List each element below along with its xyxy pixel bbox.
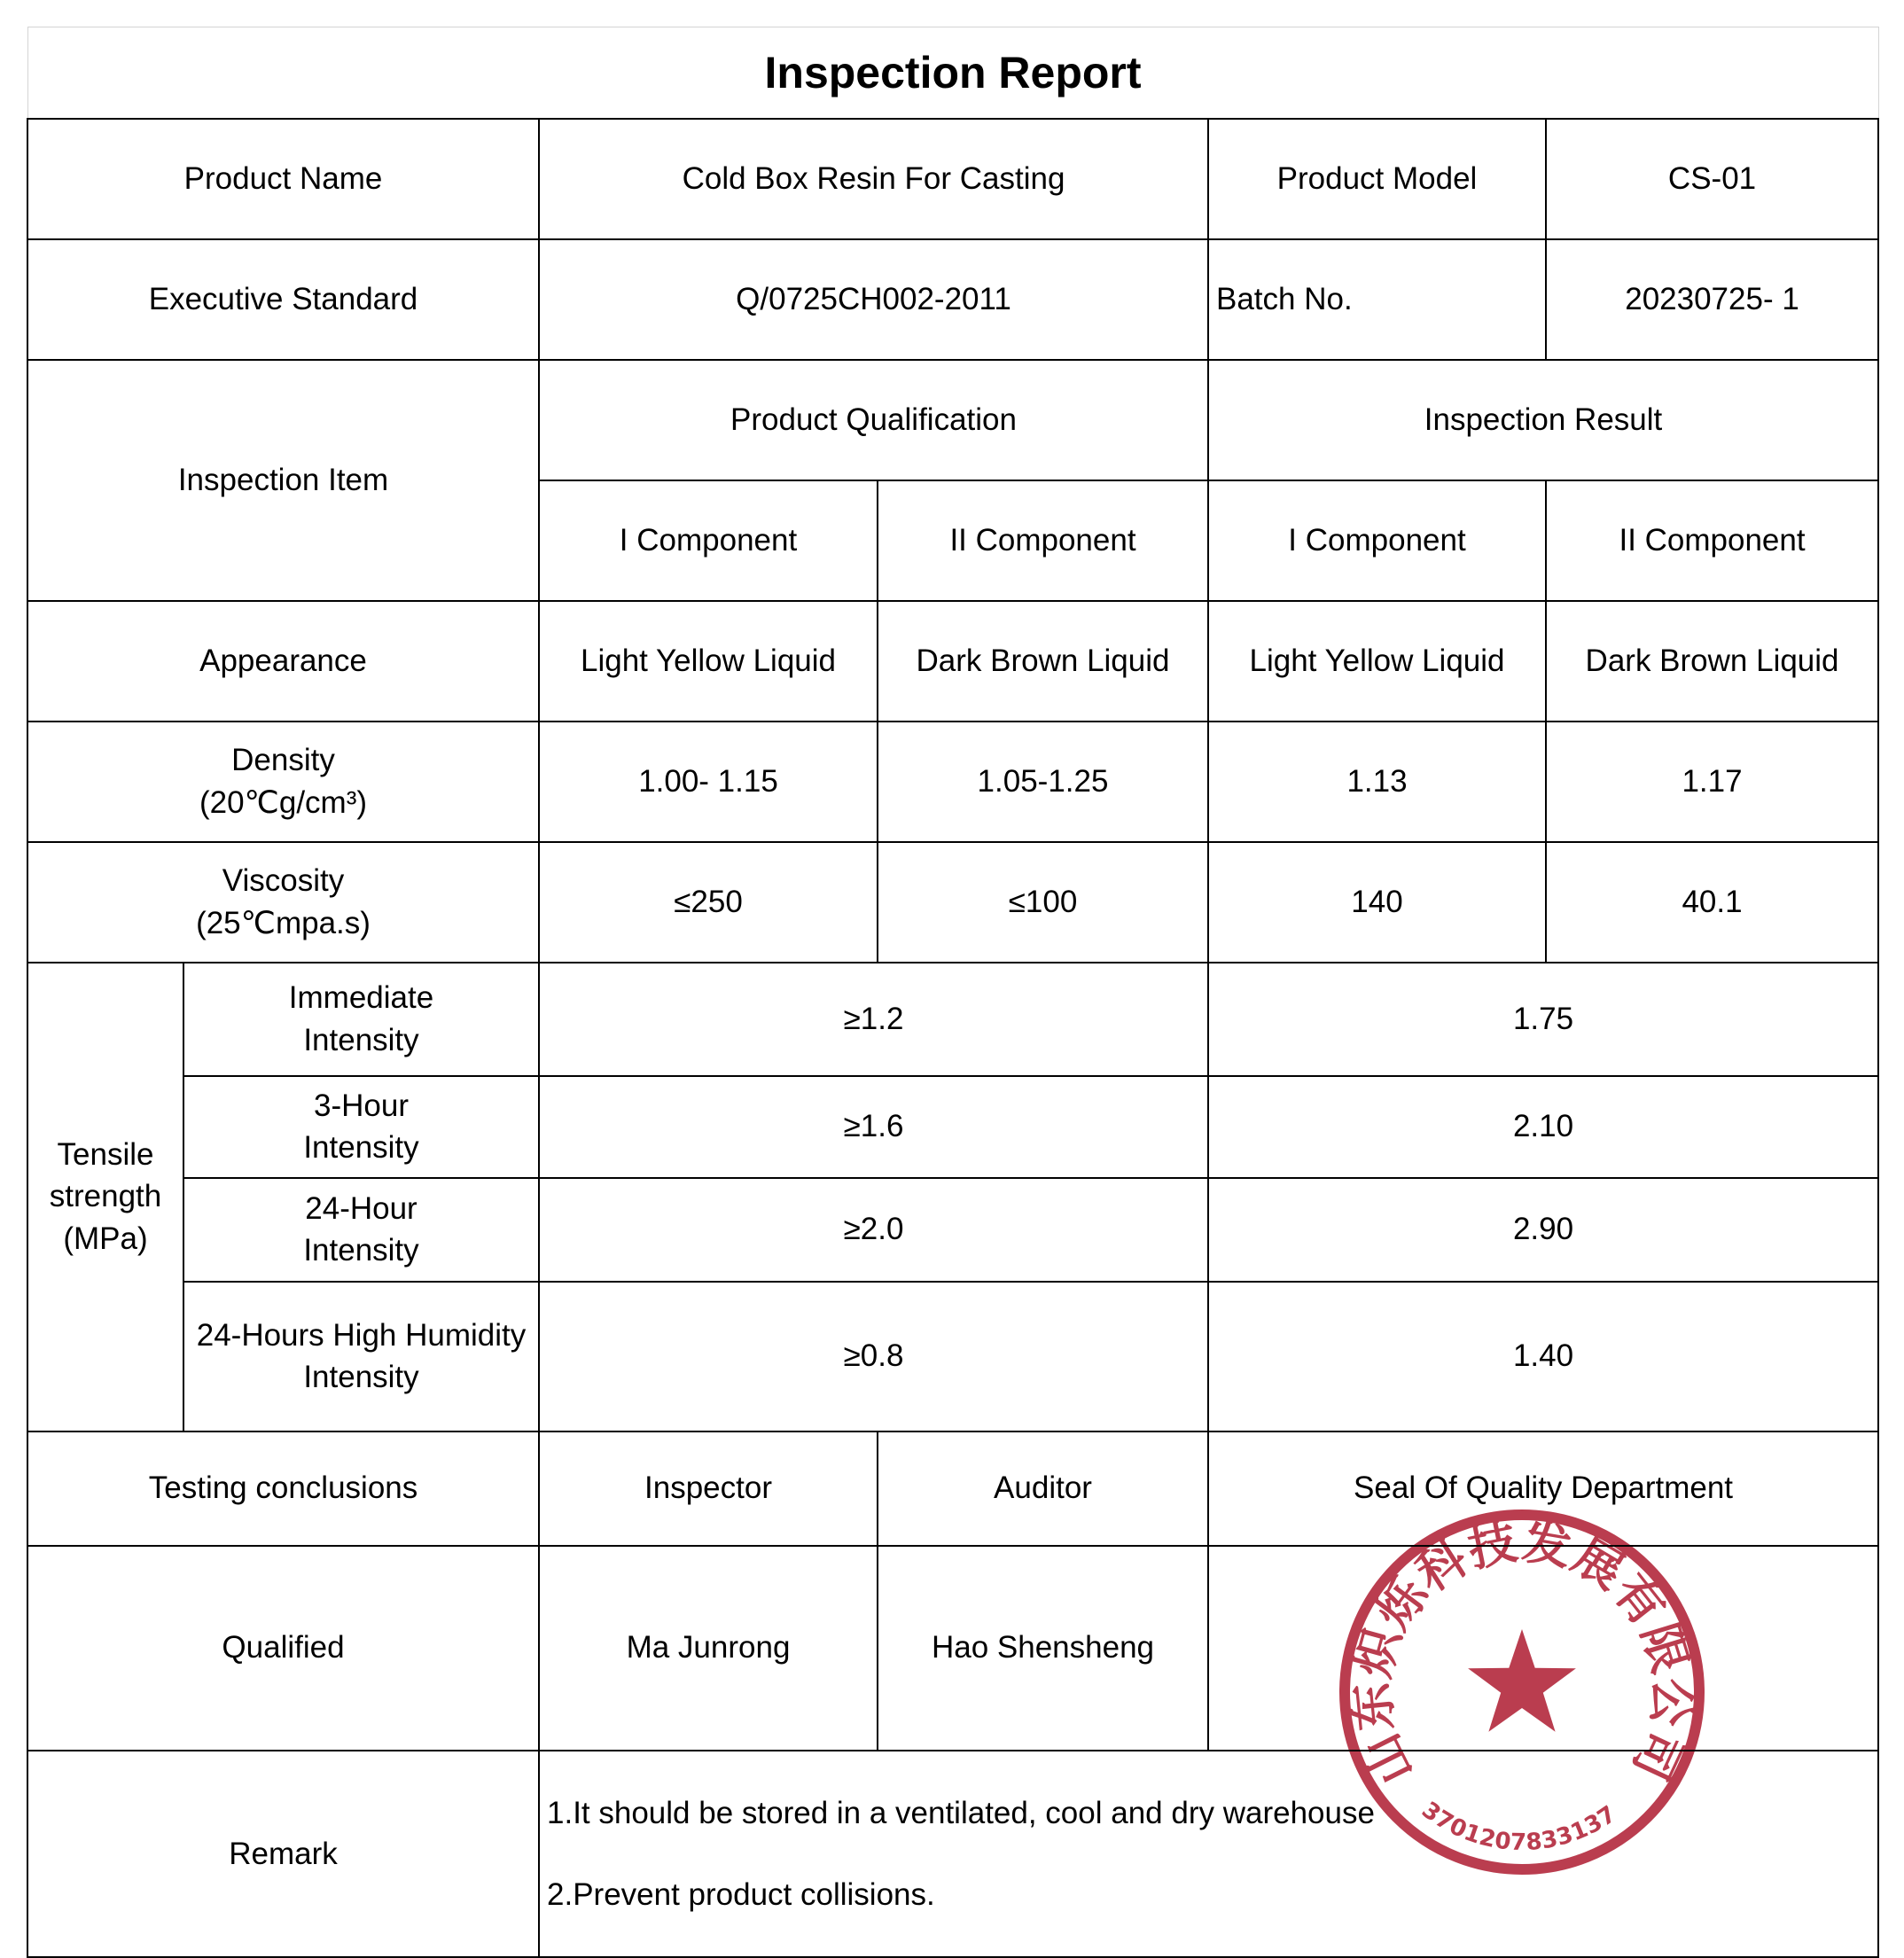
inspection-header-row bbox=[27, 360, 1878, 480]
tensile-strength-label: Tensile strength (MPa) bbox=[27, 963, 183, 1431]
tensile-item-label: 24-Hour Intensity bbox=[183, 1178, 539, 1282]
result-ii-value: 1.17 bbox=[1546, 722, 1878, 842]
seal-department-label: Seal Of Quality Department bbox=[1208, 1431, 1878, 1546]
result-i-value: 1.13 bbox=[1208, 722, 1546, 842]
product-name-value: Cold Box Resin For Casting bbox=[539, 119, 1208, 239]
seal-cell bbox=[1208, 1546, 1878, 1751]
tensile-qualification-value: ≥0.8 bbox=[539, 1282, 1208, 1431]
tensile-result-value: 2.10 bbox=[1208, 1076, 1878, 1178]
conclusion-value: Qualified bbox=[27, 1546, 539, 1751]
inspector-name: Ma Junrong bbox=[539, 1546, 878, 1751]
remark-line: 2.Prevent product collisions. bbox=[547, 1877, 935, 1912]
tensile-item-label: 3-Hour Intensity bbox=[183, 1076, 539, 1178]
qualification-ii-value: ≤100 bbox=[878, 842, 1208, 963]
qualification-component-i: I Component bbox=[539, 480, 878, 601]
tensile-qualification-value: ≥2.0 bbox=[539, 1178, 1208, 1282]
seal-company-text: 山东炽烁科技发展有限公司 bbox=[1343, 1513, 1701, 1793]
batch-no-label: Batch No. bbox=[1208, 239, 1546, 360]
density-row bbox=[27, 722, 1878, 842]
result-i-value: Light Yellow Liquid bbox=[1208, 601, 1546, 722]
inspection-result-label: Inspection Result bbox=[1208, 360, 1878, 480]
inspector-label: Inspector bbox=[539, 1431, 878, 1546]
qualification-ii-value: Dark Brown Liquid bbox=[878, 601, 1208, 722]
remark-line: 1.It should be stored in a ventilated, cool and dry warehouse bbox=[547, 1795, 1375, 1830]
product-row bbox=[27, 119, 1878, 239]
remark-label: Remark bbox=[27, 1751, 539, 1958]
conclusion-header-row bbox=[27, 1431, 1878, 1546]
tensile-immediate-row bbox=[27, 963, 1878, 1076]
auditor-name: Hao Shensheng bbox=[878, 1546, 1208, 1751]
property-label: Viscosity (25℃mpa.s) bbox=[27, 842, 539, 963]
remark-content bbox=[539, 1751, 1878, 1958]
qualification-component-ii: II Component bbox=[878, 480, 1208, 601]
result-component-i: I Component bbox=[1208, 480, 1546, 601]
product-qualification-label: Product Qualification bbox=[539, 360, 1208, 480]
executive-standard-label: Executive Standard bbox=[27, 239, 539, 360]
product-model-value: CS-01 bbox=[1546, 119, 1878, 239]
appearance-row bbox=[27, 601, 1878, 722]
qualification-i-value: ≤250 bbox=[539, 842, 878, 963]
tensile-item-label: 24-Hours High Humidity Intensity bbox=[183, 1282, 539, 1431]
result-component-ii: II Component bbox=[1546, 480, 1878, 601]
product-model-label: Product Model bbox=[1208, 119, 1546, 239]
standard-row bbox=[27, 239, 1878, 360]
result-i-value: 140 bbox=[1208, 842, 1546, 963]
tensile-result-value: 2.90 bbox=[1208, 1178, 1878, 1282]
remark-row bbox=[27, 1751, 1878, 1958]
testing-conclusions-label: Testing conclusions bbox=[27, 1431, 539, 1546]
batch-no-value: 20230725- 1 bbox=[1546, 239, 1878, 360]
executive-standard-value: Q/0725CH002-2011 bbox=[539, 239, 1208, 360]
tensile-item-label: Immediate Intensity bbox=[183, 963, 539, 1076]
tensile-high-humidity-row bbox=[27, 1282, 1878, 1431]
tensile-3-hour-row bbox=[27, 1076, 1878, 1178]
product-name-label: Product Name bbox=[27, 119, 539, 239]
seal-code-text: 3701207833137 bbox=[1416, 1797, 1621, 1857]
tensile-result-value: 1.40 bbox=[1208, 1282, 1878, 1431]
conclusion-value-row bbox=[27, 1546, 1878, 1751]
result-ii-value: Dark Brown Liquid bbox=[1546, 601, 1878, 722]
qualification-i-value: Light Yellow Liquid bbox=[539, 601, 878, 722]
viscosity-row bbox=[27, 842, 1878, 963]
result-ii-value: 40.1 bbox=[1546, 842, 1878, 963]
title-row bbox=[27, 27, 1878, 119]
qualification-ii-value: 1.05-1.25 bbox=[878, 722, 1208, 842]
tensile-result-value: 1.75 bbox=[1208, 963, 1878, 1076]
auditor-label: Auditor bbox=[878, 1431, 1208, 1546]
property-label: Density (20℃g/cm³) bbox=[27, 722, 539, 842]
inspection-report-table bbox=[27, 27, 1879, 1958]
inspection-item-label: Inspection Item bbox=[27, 360, 539, 601]
tensile-24-hour-row bbox=[27, 1178, 1878, 1282]
report-title: Inspection Report bbox=[27, 27, 1878, 119]
tensile-qualification-value: ≥1.2 bbox=[539, 963, 1208, 1076]
property-label: Appearance bbox=[27, 601, 539, 722]
qualification-i-value: 1.00- 1.15 bbox=[539, 722, 878, 842]
tensile-qualification-value: ≥1.6 bbox=[539, 1076, 1208, 1178]
